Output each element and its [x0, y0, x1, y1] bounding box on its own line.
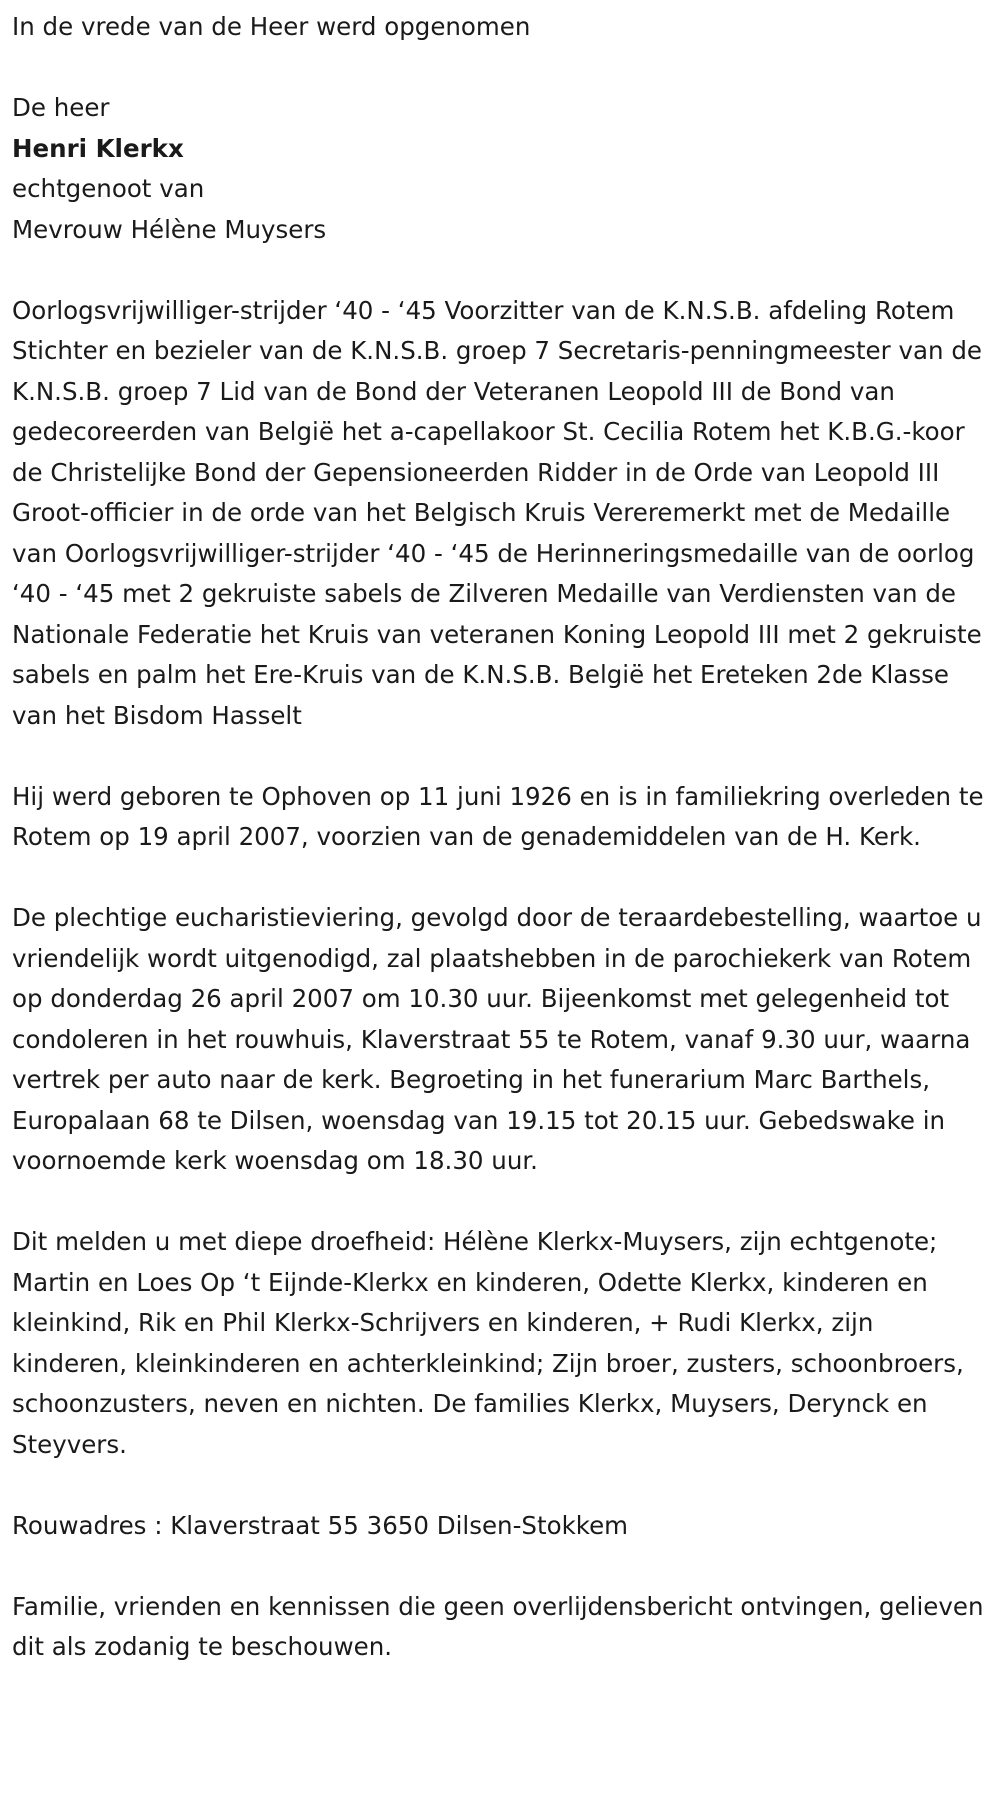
ceremony-paragraph: De plechtige eucharistieviering, gevolgd door de teraardebestelling, waartoe u vriendelijk wordt uitgenodigd, zal plaatshebben in de parochiekerk van Rotem op donderdag 26 april 2007 om 10.30 uur. Bijeenkomst met gelegenheid tot condoleren in het rouwhuis, Klaverstraat 55 te Rotem, vanaf 9.30 uur, waarna vertrek per auto naar de kerk. Begroeting in het funerarium Marc Barthels, Europalaan 68 te Dilsen, woensdag van 19.15 tot 20.15 uur. Gebedswake in voornoemde kerk woensdag om 18.30 uur.: [12, 903, 982, 1175]
relation: echtgenoot van: [12, 174, 205, 203]
family-paragraph: Dit melden u met diepe droefheid: Hélène Klerkx-Muysers, zijn echtgenote; Martin en Loes Op ‘t Eijnde-Klerkx en kinderen, Odette Klerkx, kinderen en kleinkind, Rik en Phil Klerkx-Schrijvers en kinderen, + Rudi Klerkx, zijn kinderen, kleinkinderen en achterkleinkind; Zijn broer, zusters, schoonbroers, schoonzusters, neven en nichten. De families Klerkx, Muysers, Derynck en Steyvers.: [12, 1227, 964, 1459]
biography-paragraph: Oorlogsvrijwilliger-strijder ‘40 - ‘45 Voorzitter van de K.N.S.B. afdeling Rotem Stichter en bezieler van de K.N.S.B. groep 7 Secretaris-penningmeester van de K.N.S.B. groep 7 Lid van de Bond der Veteranen Leopold III de Bond van gedecoreerden van België het a-capellakoor St. Cecilia Rotem het K.B.G.-koor de Christelijke Bond der Gepensioneerden Ridder in de Orde van Leopold III Groot-officier in de orde van het Belgisch Kruis Vereremerkt met de Medaille van Oorlogsvrijwilliger-strijder ‘40 - ‘45 de Herinneringsmedaille van de oorlog ‘40 - ‘45 met 2 gekruiste sabels de Zilveren Medaille van Verdiensten van de Nationale Federatie het Kruis van veteranen Koning Leopold III met 2 gekruiste sabels en palm het Ere-Kruis van de K.N.S.B. België het Ereteken 2de Klasse van het Bisdom Hasselt: [12, 295, 982, 730]
mourning-address: Rouwadres : Klaverstraat 55 3650 Dilsen-Stokkem: [12, 1510, 629, 1540]
obituary-document: [12, 7, 992, 1708]
salutation: De heer: [12, 93, 110, 122]
deceased-name: Henri Klerkx: [12, 133, 184, 163]
heading: In de vrede van de Heer werd opgenomen: [12, 12, 531, 41]
birth-death-paragraph: Hij werd geboren te Ophoven op 11 juni 1926 en is in familiekring overleden te Rotem op 19 april 2007, voorzien van de genademiddelen van de H. Kerk.: [12, 781, 984, 851]
spouse-name: Mevrouw Hélène Muysers: [12, 214, 327, 244]
closing-paragraph: Familie, vrienden en kennissen die geen overlijdensbericht ontvingen, gelieven dit als zodanig te beschouwen.: [12, 1591, 984, 1661]
